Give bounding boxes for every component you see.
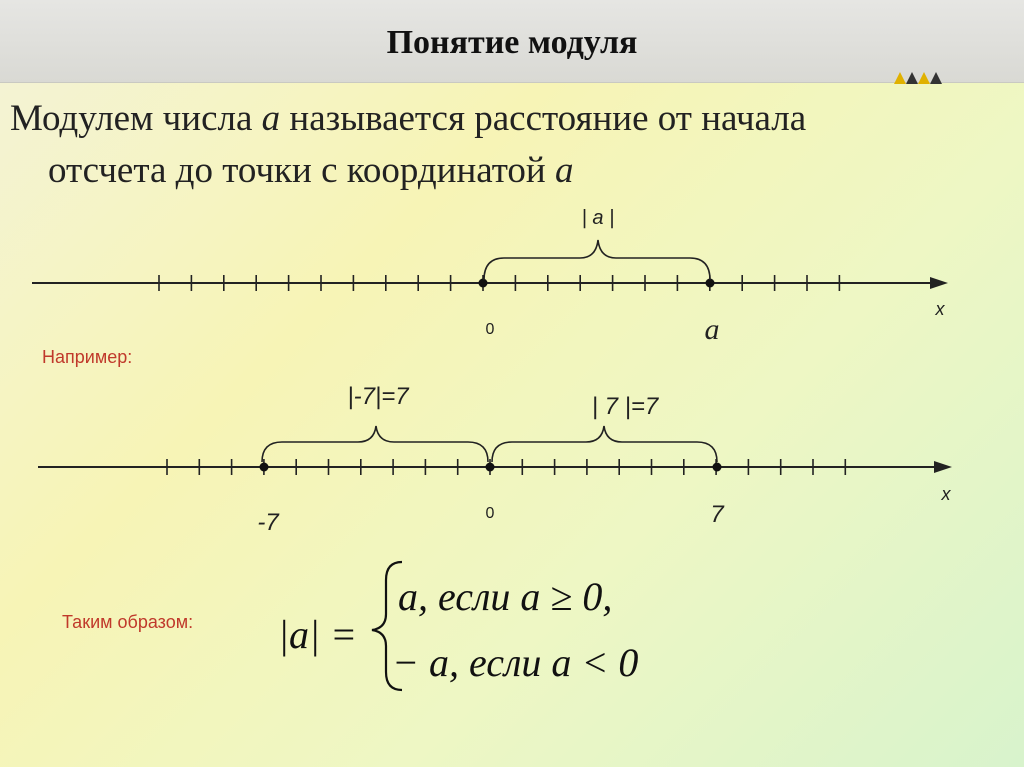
number-line-2 (38, 383, 952, 536)
formula-lhs: |a| = (278, 612, 357, 657)
x-axis-label: x (941, 484, 951, 504)
brace-label: | a | (581, 207, 615, 229)
formula-case-1: a, если a ≥ 0, (398, 574, 613, 619)
modulus-formula (278, 562, 638, 690)
a-label: a (704, 313, 720, 346)
x-axis-label: x (935, 299, 945, 319)
neg7-label: -7 (257, 509, 279, 536)
point-neg7 (260, 463, 269, 472)
modulus-brace (484, 240, 710, 280)
left-brace-label: |-7|=7 (347, 383, 409, 410)
definition-text: Модулем числа a называется расстояние от начала отсчета до точки с координатой a (10, 98, 807, 191)
zero-label: 0 (485, 505, 495, 522)
zero-label: 0 (485, 321, 495, 338)
left-brace (262, 426, 488, 462)
pos7-label: 7 (710, 501, 724, 528)
axis-arrow (934, 461, 952, 473)
axis-arrow (930, 277, 948, 289)
origin-point (486, 463, 495, 472)
right-brace-label: | 7 |=7 (591, 393, 659, 420)
origin-point (479, 279, 488, 288)
slide-title: Понятие модуля (386, 24, 638, 61)
number-line-1 (32, 207, 948, 346)
right-brace (492, 426, 717, 462)
formula-case-2: − a, если a < 0 (392, 640, 639, 685)
point-7 (713, 463, 722, 472)
example-label: Например: (42, 347, 133, 367)
conclusion-label: Таким образом: (62, 612, 194, 632)
